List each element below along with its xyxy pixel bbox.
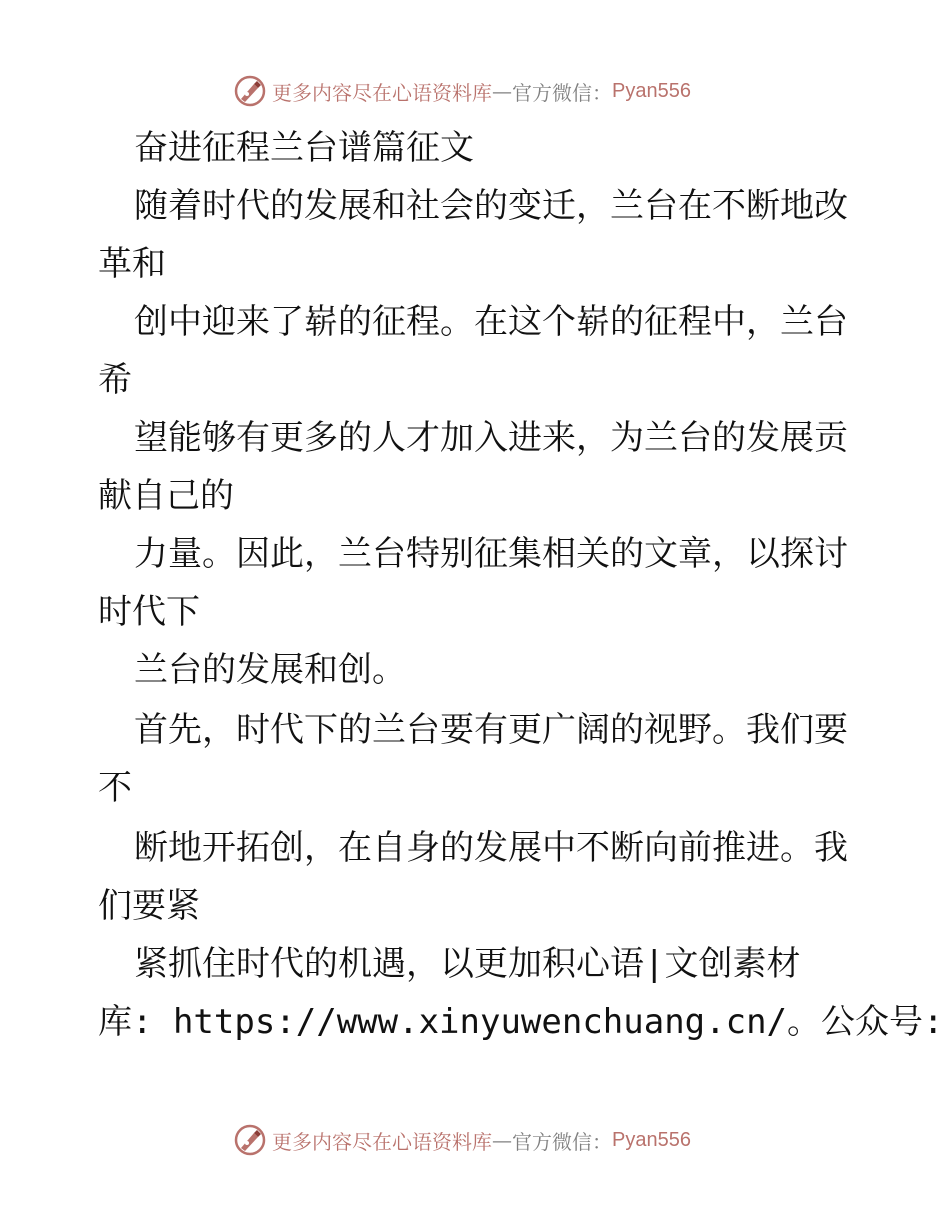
document-title: 奋进征程兰台谱篇征文 (134, 128, 474, 168)
text-line: 希 (98, 360, 132, 400)
text-line: 首先，时代下的兰台要有更广阔的视野。我们要 (134, 710, 848, 750)
pen-logo-icon (234, 1124, 266, 1156)
header-banner[interactable] (234, 73, 691, 109)
header-banner-dash: — (492, 79, 512, 103)
header-banner-text: 更多内容尽在心语资料库 (272, 80, 492, 105)
footer-banner-dash: — (492, 1128, 512, 1152)
text-line-url[interactable]: 库: https://www.xinyuwenchuang.cn/。公众号: (98, 1002, 944, 1042)
text-line: 望能够有更多的人才加入进来，为兰台的发展贡 (134, 418, 848, 458)
footer-wechat-label: 官方微信： (512, 1129, 612, 1154)
text-line: 创中迎来了崭的征程。在这个崭的征程中，兰台 (134, 302, 848, 342)
pen-logo-icon (234, 75, 266, 107)
text-line: 献自己的 (98, 476, 234, 516)
text-line: 兰台的发展和创。 (134, 650, 406, 690)
text-line: 随着时代的发展和社会的变迁，兰台在不断地改 (134, 186, 848, 226)
text-line: 革和 (98, 244, 166, 284)
text-line: 紧抓住时代的机遇，以更加积心语|文创素材 (134, 944, 801, 984)
text-line: 不 (98, 768, 132, 808)
header-wechat-id: Pyan556 (612, 79, 691, 102)
header-wechat-label: 官方微信： (512, 80, 612, 105)
footer-banner[interactable] (234, 1122, 691, 1158)
footer-wechat-id: Pyan556 (612, 1128, 691, 1151)
footer-banner-text: 更多内容尽在心语资料库 (272, 1129, 492, 1154)
text-line: 们要紧 (98, 886, 200, 926)
text-line: 时代下 (98, 592, 200, 632)
text-line: 断地开拓创，在自身的发展中不断向前推进。我 (134, 828, 848, 868)
text-line: 力量。因此，兰台特别征集相关的文章，以探讨 (134, 534, 848, 574)
